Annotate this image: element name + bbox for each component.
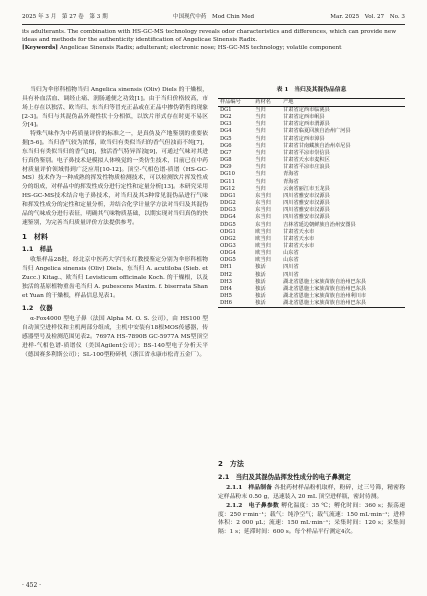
abstract-tail: [22, 28, 405, 53]
table-cell: 东当归: [255, 221, 271, 228]
table-cell: 独活: [255, 278, 266, 285]
table-cell: 甘肃省天水市: [283, 242, 315, 249]
section-heading-methods: 2 方法: [218, 460, 244, 468]
sample-prep-text: 各批药材样品粉机取样，粉碎，过三号筛，精密称定样品粉末 0.50 g，迅速装入 20 mL 顶空进样瓶，密封待测。: [218, 484, 405, 500]
table-cell: 湖北省恩施土家族苗族自治州巴东县: [283, 285, 367, 292]
subsection-heading-enose: 2.1 当归及其混伪品挥发性成分的电子鼻测定: [218, 472, 351, 481]
table-row: [218, 250, 405, 257]
table-cell: 独活: [255, 293, 266, 300]
subsection-heading-samples: 1.1 样品: [22, 245, 53, 254]
table-cell: 当归: [255, 178, 266, 185]
section-heading-materials: 1 材料: [22, 232, 48, 241]
table-cell: 独活: [253, 300, 281, 308]
table-cell: 当归: [255, 171, 266, 178]
sample-table: [218, 98, 405, 309]
table-row: [218, 143, 405, 150]
table-row: [218, 186, 405, 193]
table-cell: ODG2: [220, 235, 236, 242]
right-column: [218, 86, 405, 308]
table-cell: DH3: [220, 278, 232, 285]
table-cell: 当归: [255, 149, 266, 156]
table-cell: DG8: [220, 157, 232, 164]
table-cell: 当归: [255, 164, 266, 171]
table-cell: 吉林省延边朝鲜族自治州安图县: [283, 221, 356, 228]
table-cell: 当归: [255, 142, 266, 149]
table-cell: 甘肃省定西市渭源县: [283, 121, 330, 128]
header-journal: 中国现代中药 Mod Chin Med: [172, 14, 255, 20]
table-cell: ODG1: [220, 228, 236, 235]
table-cell: 甘肃省甘南藏族自治州卓尼县: [283, 142, 351, 149]
table-cell: DH5: [220, 293, 232, 300]
table-cell: 当归: [255, 135, 266, 142]
table-row: [218, 236, 405, 243]
table-row: [218, 279, 405, 286]
table-cell: DG5: [220, 135, 232, 142]
table-cell: 当归: [255, 128, 266, 135]
table-cell: 当归: [255, 185, 266, 192]
page-number: · 452 ·: [22, 582, 42, 589]
table-row: [218, 171, 405, 178]
table-row: [218, 107, 405, 115]
table-cell: 欧当归: [255, 257, 271, 264]
enose-params-heading: 2.1.2 电子鼻参数: [226, 502, 280, 509]
instruments-paragraph: α-Fox4000 型电子鼻（法国 Alpha M. O. S. 公司），由 HS100 型自动顶空进样仪和主机两部分组成，主机中安装有18根MOS传感器，传感器型号及检测范围见表2。7697A HS-7890B GC-5977A MS型顶空进样-气相色谱-质谱仪（美国Agilent公司）；BS-140型电子分析天平（德国赛多利斯公司）；SL-100型粉碎机（浙江省永康市松青五金厂）。: [22, 316, 208, 358]
running-header: [22, 10, 405, 22]
enose-params-paragraph: [218, 502, 405, 538]
intro-paragraph-2: 特殊气味作为中药质量评价的标准之一，是真伪及产地鉴别的重要依据[5-6]。当归香气较为浓郁，欧当归有类似当归的香气但浊而不纯[7]，东当归有类似当归的香气[8]，独活香气特异浑浊[9]，可通过气味对其进行真伪鉴别。电子鼻技术是模拟人体嗅觉的一类仿生技术，目前已在中药材质量评价领域得到广泛应用[10-12]。顶空-气相色谱-质谱（HS-GC-MS）技术作为一种成熟的挥发性物质检测技术，可以检测饮片挥发性成分的组成，对样品中的挥发性成分进行定性和定量分析[13]。本研究采用HS-GC-MS技术结合电子鼻技术，对当归及其3种常见混伪品进行气味和挥发性成分的定性和定量分析，并结合化学计量学方法对当归及其混伪品的气味成分进行表征，明确其气味物质基础，以期实现对当归真伪的快速鉴别，为完善当归质量评价方法提供参考。: [22, 131, 208, 226]
table-row: [218, 214, 405, 221]
table-cell: 独活: [255, 285, 266, 292]
table-row: [218, 243, 405, 250]
table-cell: DG2: [220, 114, 232, 121]
table-row: [218, 286, 405, 293]
table-cell: DG3: [220, 121, 232, 128]
table-cell: 甘肃省平凉市崇信县: [283, 149, 330, 156]
left-column: [22, 86, 208, 359]
table-cell: DG7: [220, 149, 232, 156]
header-issue: 2025 年 3 月 第 27 卷 第 3 期: [22, 14, 108, 20]
table-cell: DG9: [220, 164, 232, 171]
sample-prep-heading: 2.1.1 样品制备: [226, 484, 273, 491]
table-header-row: [218, 98, 405, 106]
table-cell: 青海省: [283, 178, 299, 185]
table-cell: DG12: [220, 185, 235, 192]
table-cell: 甘肃省天水市麦积区: [283, 157, 330, 164]
table-row: [218, 264, 405, 271]
table-row: [218, 164, 405, 171]
table-cell: 甘肃省天水市: [283, 235, 315, 242]
table-cell: 四川省雅安市汉源县: [283, 214, 330, 221]
table-cell: DH2: [220, 271, 232, 278]
table-cell: DDG3: [220, 207, 236, 214]
table-row: [218, 136, 405, 143]
table-title: 表 1 当归及其混伪品信息: [276, 87, 347, 93]
table-cell: DH4: [220, 285, 232, 292]
table-cell: 欧当归: [255, 250, 271, 257]
table-cell: DDG4: [220, 214, 236, 221]
enose-params-text: 孵化温度：35 ℃；孵化时间：360 s；振荡速度：250 r·min⁻¹；载气：纯净空气；载气流速：150 mL·min⁻¹；进样体积：2 000 μL；流速：150 mL·min⁻¹；采集时间：120 s；采集间隔：1 s；延滞时间：600 s。每个样品平行测定4次。: [218, 502, 406, 536]
table-cell: DDG2: [220, 200, 236, 207]
table-row: [218, 128, 405, 135]
keywords-line: [22, 44, 405, 52]
table-row: [218, 272, 405, 279]
table-cell: 甘肃省平凉市庄浪县: [283, 164, 330, 171]
table-cell: 湖北省恩施土家族苗族自治州巴东县: [283, 278, 367, 285]
table-header-cell: 药材名: [253, 98, 281, 106]
table-cell: 独活: [255, 271, 266, 278]
table-cell: DG1: [220, 107, 232, 113]
keywords-label: [Keywords]: [22, 45, 58, 52]
table-cell: 甘肃省临夏回族自治州广河县: [283, 128, 351, 135]
table-cell: ODG3: [220, 242, 236, 249]
table-cell: 当归: [255, 107, 266, 113]
header-date-volume: Mar. 2025 Vol. 27 No. 3: [330, 14, 405, 20]
subsection-heading-instruments: 1.2 仪器: [22, 304, 53, 313]
sample-prep-paragraph: [218, 484, 405, 502]
table-cell: DDG5: [220, 221, 236, 228]
table-cell: 甘肃省定西市岷县: [283, 114, 325, 121]
table-cell: 青海省: [283, 171, 299, 178]
table-cell: DG4: [220, 128, 232, 135]
table-cell: 四川省: [283, 271, 299, 278]
table-cell: 山东省: [283, 250, 299, 257]
table-cell: 欧当归: [255, 235, 271, 242]
table-header-cell: 样品编号: [218, 98, 253, 106]
table-cell: 山东省: [283, 257, 299, 264]
table-cell: DH6: [218, 300, 253, 308]
table-cell: 四川省雅安市汉源县: [283, 192, 330, 199]
table-cell: 甘肃省定西市临洮县: [283, 107, 330, 113]
table-cell: 四川省: [283, 264, 299, 271]
table-cell: 四川省雅安市汉源县: [283, 200, 330, 207]
table-row: [218, 193, 405, 200]
table-header-cell: 产地: [281, 98, 405, 106]
table-cell: 欧当归: [255, 228, 271, 235]
header-rule: [22, 24, 405, 25]
table-cell: 欧当归: [255, 242, 271, 249]
table-cell: ODG4: [220, 250, 236, 257]
table-cell: 当归: [255, 121, 266, 128]
keywords: Angelicae Sinensis Radix; adulterant; electronic nose; HS-GC-MS technology; volatile component: [59, 45, 342, 52]
table-cell: 湖北省恩施土家族苗族自治州巴东县: [281, 300, 405, 308]
table-cell: 东当归: [255, 207, 271, 214]
table-row: [218, 222, 405, 229]
table-cell: 当归: [255, 114, 266, 121]
table-cell: DDG1: [220, 192, 236, 199]
table-cell: ODG5: [220, 257, 236, 264]
intro-paragraph-1: 当归为伞形科植物当归 Angelica sinensis (Oliv) Diels 的干燥根，具有补血活血、调经止痛、润肠通便之功效[1]。由于当归价格较高，市场上存在以独活、欧当归、东当归等冒充正品或在正品中掺伪销售的现象[2-3]。当归与其混伪品外观性状十分相似，以饮片形式存在时更不易区分[4]。: [22, 87, 208, 129]
samples-paragraph: 收集样品28批，经北京中医药大学闫永红教授鉴定分别为伞形科植物当归 Angelica sinensis (Oliv) Diels、东当归 A. acutiloba (Sieb. et Zucc.) Kitag.、欧当归 Levisticum officinale Koch. 的干燥根，以及独活的基原植物重齿毛当归 A. pubescens Maxim. f. biserrata Shan et Yuan 的干燥根，样品信息见表1。: [22, 257, 208, 299]
table-row: [218, 179, 405, 186]
table-row: [218, 229, 405, 236]
table-cell: 甘肃省天水市: [283, 228, 315, 235]
table-cell: DH1: [220, 264, 232, 271]
table-cell: 东当归: [255, 192, 271, 199]
table-cell: DG11: [220, 178, 235, 185]
table-cell: 湖北省恩施土家族苗族自治州利川市: [283, 293, 367, 300]
table-cell: DG6: [220, 142, 232, 149]
table-cell: DG10: [220, 171, 235, 178]
table-cell: 东当归: [255, 214, 271, 221]
table-cell: 东当归: [255, 200, 271, 207]
methods-section: [218, 455, 405, 537]
table-row: [218, 257, 405, 264]
table-row: [218, 300, 405, 308]
table-cell: 云南省丽江市玉龙县: [283, 185, 330, 192]
table-cell: 甘肃省定西市漳县: [283, 135, 325, 142]
table-cell: 独活: [255, 264, 266, 271]
table-cell: 当归: [255, 157, 266, 164]
abstract-text: its adulterants. The combination with HS-GC-MS technology reveals odor characteristics and differences, which can provide new ideas and methods for the authenticity identification of Angelicae Sinensis Radix.: [22, 29, 397, 44]
table-body: [218, 107, 405, 308]
table-cell: 四川省雅安市汉源县: [283, 207, 330, 214]
